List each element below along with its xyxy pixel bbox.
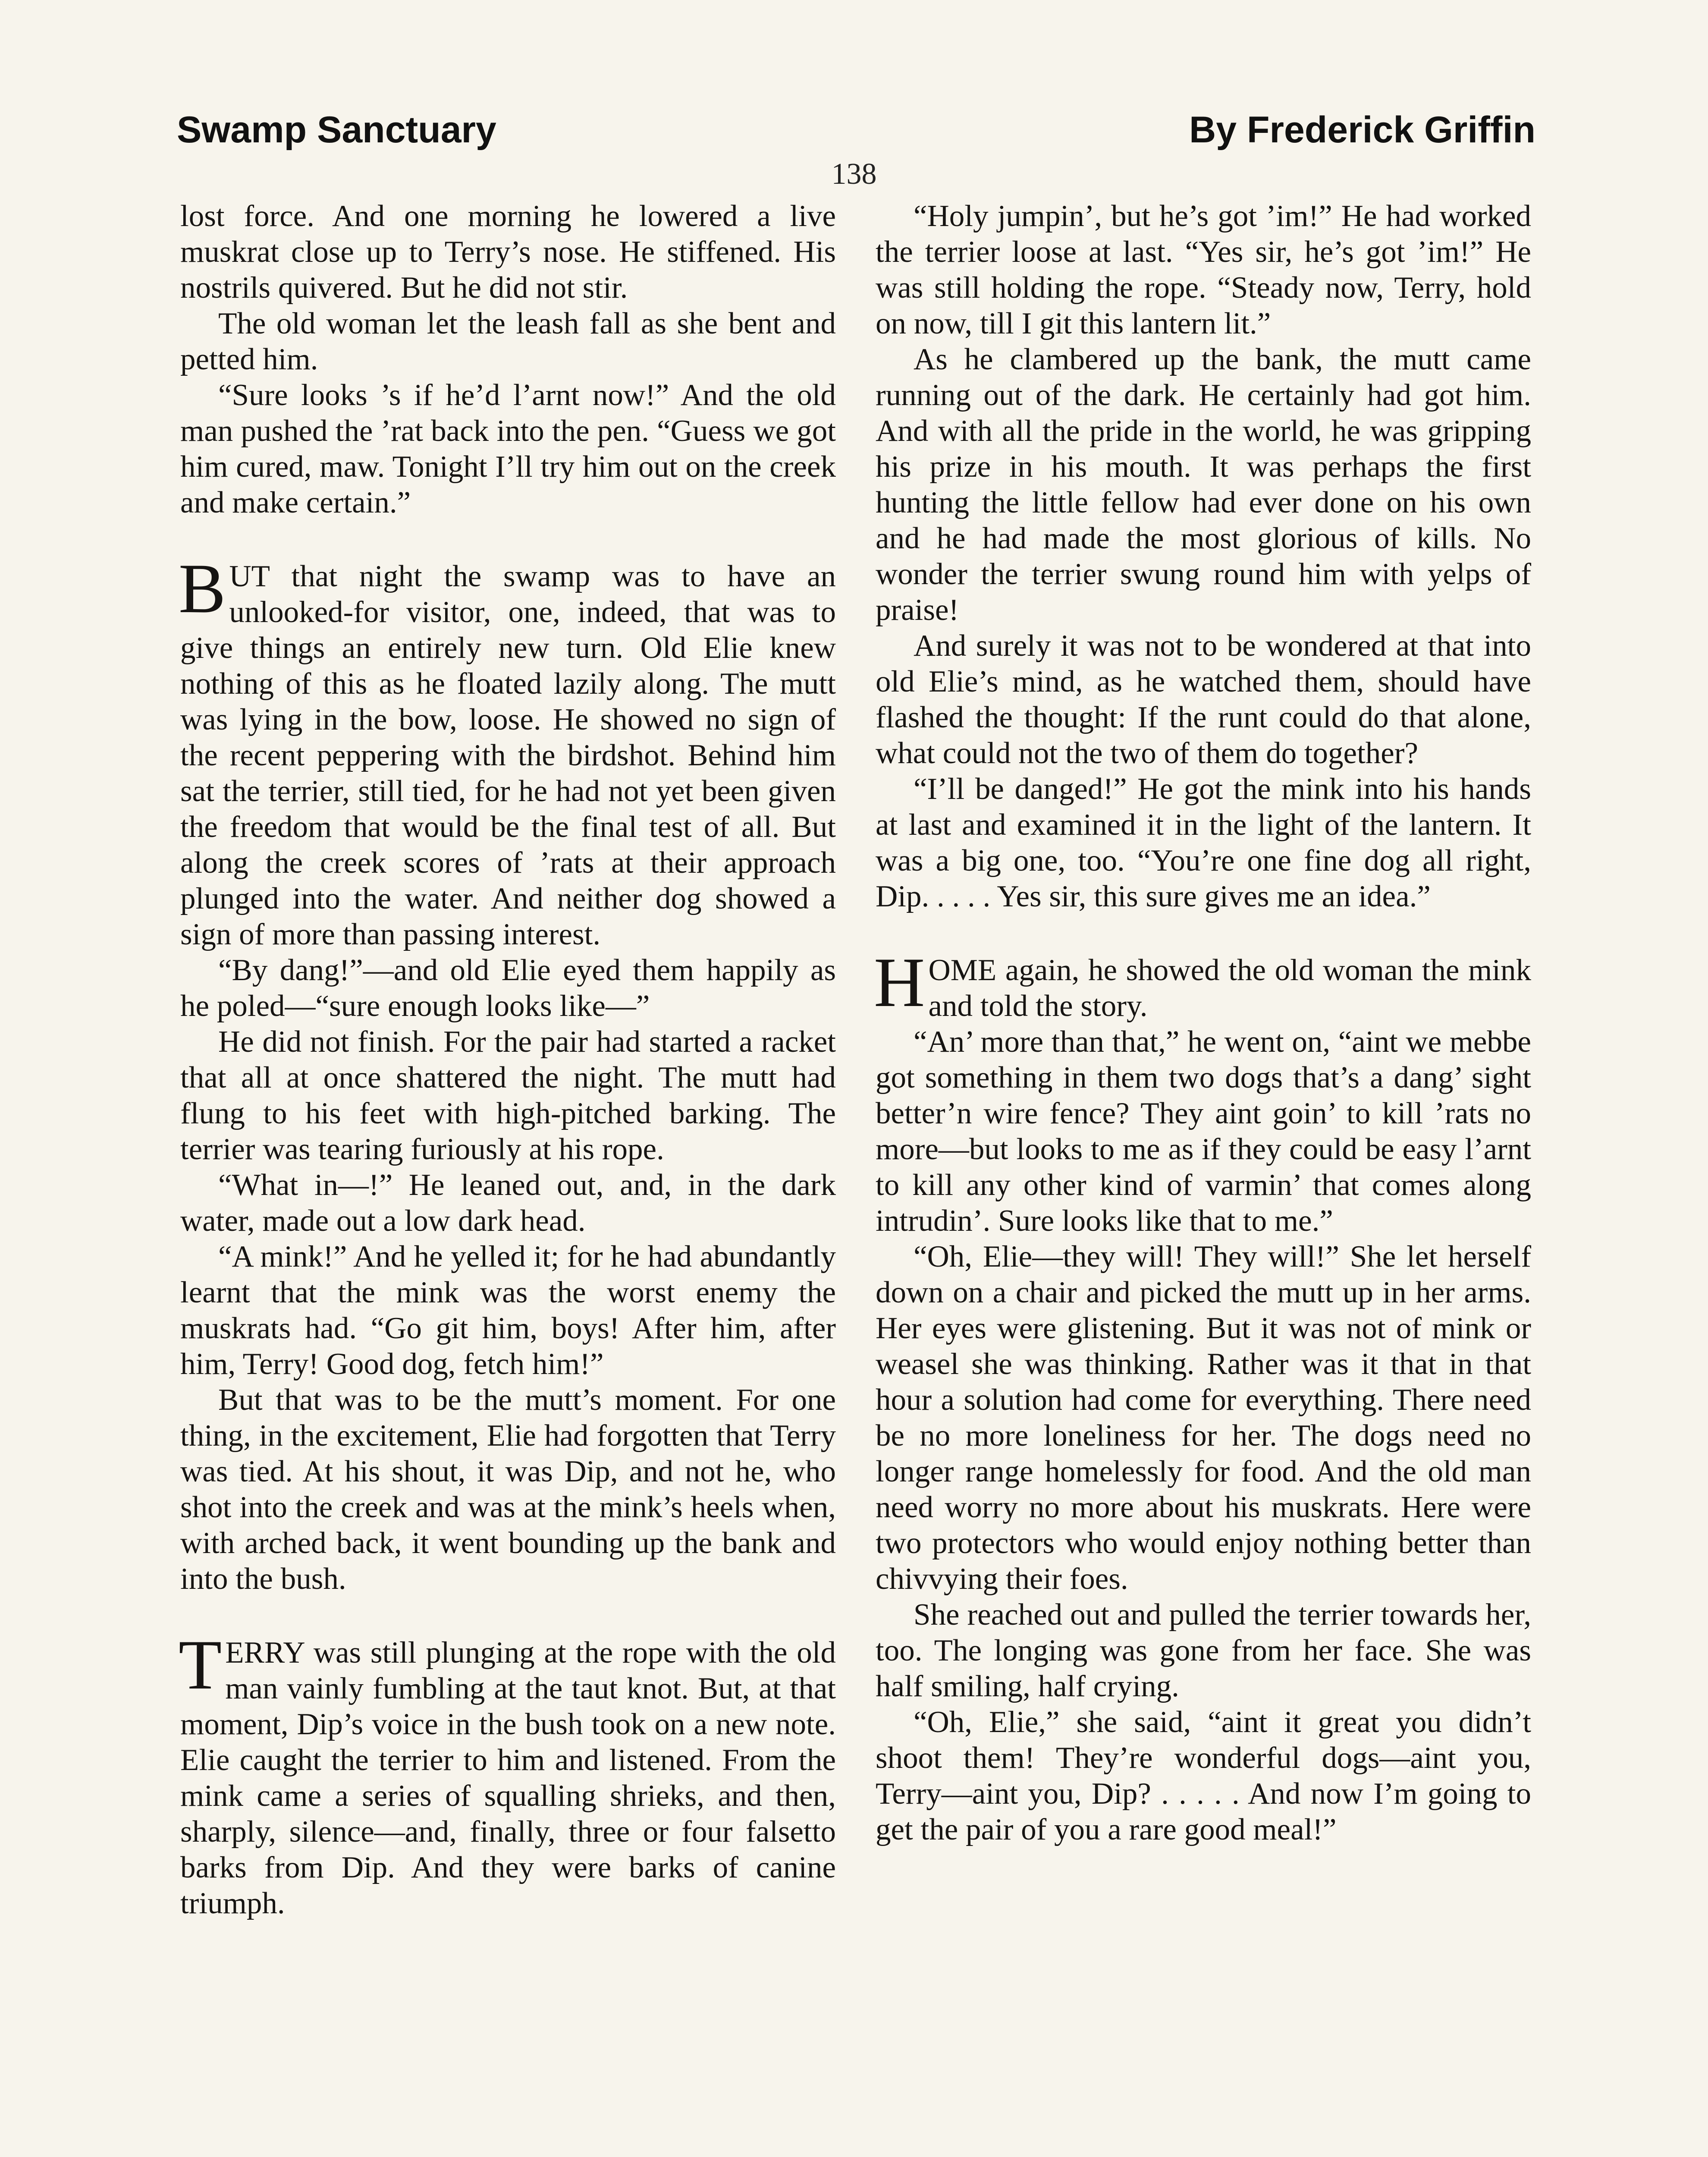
drop-cap: B [179, 550, 226, 628]
paragraph: “Oh, Elie,” she said, “aint it great you didn’t shoot them! They’re wonderful dogs—aint you, Terry—aint you, Dip? . . . . . And now I’m going to get the pair of you a rare good meal!” [876, 1705, 1531, 1846]
paragraph: “Oh, Elie—they will! They will!” She let herself down on a chair and picked the mutt up in her arms. Her eyes were glistening. But it was not of mink or weasel she was thinking. Rather was it that in that hour a solution had come for everything. There need be no more loneliness for her. The dogs need no longer range homelessly for food. And the old man need worry no more about his muskrats. Here were two protectors who would enjoy nothing better than chivvying their foes. [876, 1240, 1531, 1596]
paragraph-text: UT that night the swamp was to have an unlooked-for visitor, one, indeed, that was to give things an entirely new turn. Old Elie knew nothing of this as he floated lazily along. The mutt was lying in the bow, loose. He showed no sign of the recent peppering with the birdshot. Behind him sat the terrier, still tied, for he had not yet been given the freedom that would be the final test of all. But along the creek scores of ’rats at their approach plunged into the water. And neither dog showed a sign of more than passing interest. [180, 560, 836, 951]
drop-cap: T [179, 1626, 222, 1704]
paragraph: “Sure looks ’s if he’d l’arnt now!” And the old man pushed the ’rat back into the pen. “Guess we got him cured, maw. Tonight I’ll try him out on the creek and make certain.” [180, 378, 836, 519]
story-title: Swamp Sanctuary [177, 109, 496, 151]
paragraph: “By dang!”—and old Elie eyed them happily as he poled—“sure enough looks like—” [180, 953, 836, 1023]
paragraph: She reached out and pulled the terrier towards her, too. The longing was gone from her face. She was half smiling, half crying. [876, 1598, 1531, 1703]
paragraph: And surely it was not to be wondered at that into old Elie’s mind, as he watched them, should have flashed the thought: If the runt could do that alone, what could not the two of them do together? [876, 629, 1531, 770]
running-head [177, 109, 1535, 160]
paragraph: “An’ more than that,” he went on, “aint we mebbe got something in them two dogs that’s a dang’ sight better’n wire fence? They aint goin’ to kill ’rats no more—but looks to me as if they could be easy l’arnt to kill any other kind of varmin’ that comes along intrudin’. Sure looks like that to me.” [876, 1025, 1531, 1238]
drop-cap: H [874, 943, 925, 1022]
section-paragraph [179, 550, 836, 953]
paragraph: The old woman let the leash fall as she bent and petted him. [180, 307, 836, 376]
paragraph-text: ERRY was still plunging at the rope with the old man vainly fumbling at the taut knot. But, at that moment, Dip’s voice in the bush took on a new note. Elie caught the terrier to him and listened. From the mink came a series of squalling shrieks, and then, sharply, silence—and, finally, three or four falsetto barks from Dip. And they were barks of canine triumph. [180, 1636, 836, 1920]
paragraph: “Holy jumpin’, but he’s got ’im!” He had worked the terrier loose at last. “Yes sir, he’s got ’im!” He was still holding the rope. “Steady now, Terry, hold on now, till I git this lantern lit.” [876, 199, 1531, 340]
paragraph: As he clambered up the bank, the mutt came running out of the dark. He certainly had got him. And with all the pride in the world, he was gripping his prize in his mouth. It was perhaps the first hunting the little fellow had ever done on his own and he had made the most glorious of kills. No wonder the terrier swung round him with yelps of praise! [876, 343, 1531, 627]
paragraph: “What in—!” He leaned out, and, in the dark water, made out a low dark head. [180, 1168, 836, 1238]
paragraph: “I’ll be danged!” He got the mink into his hands at last and examined it in the light of the lantern. It was a big one, too. “You’re one fine dog all right, Dip. . . . . Yes sir, this sure gives me an idea.” [876, 772, 1531, 913]
section-paragraph [179, 1626, 836, 1921]
author-byline: By Frederick Griffin [1189, 109, 1535, 151]
paragraph: But that was to be the mutt’s moment. For one thing, in the excitement, Elie had forgotten that Terry was tied. At his shout, it was Dip, and not he, who shot into the creek and was at the mink’s heels when, with arched back, it went bounding up the bank and into the bush. [180, 1383, 836, 1596]
right-text-column [876, 198, 1531, 1848]
paragraph: “A mink!” And he yelled it; for he had abundantly learnt that the mink was the worst enemy the muskrats had. “Go git him, boys! After him, after him, Terry! Good dog, fetch him!” [180, 1240, 836, 1381]
paragraph: lost force. And one morning he lowered a live muskrat close up to Terry’s nose. He stiffened. His nostrils quivered. But he did not stir. [180, 199, 836, 305]
section-paragraph [874, 943, 1531, 1024]
paragraph: He did not finish. For the pair had started a racket that all at once shattered the night. The mutt had flung to his feet with high-pitched barking. The terrier was tearing furiously at his rope. [180, 1025, 836, 1166]
page-number: 138 [831, 157, 877, 191]
paragraph-text: OME again, he showed the old woman the mink and told the story. [928, 953, 1531, 1023]
left-text-column [180, 198, 836, 1921]
